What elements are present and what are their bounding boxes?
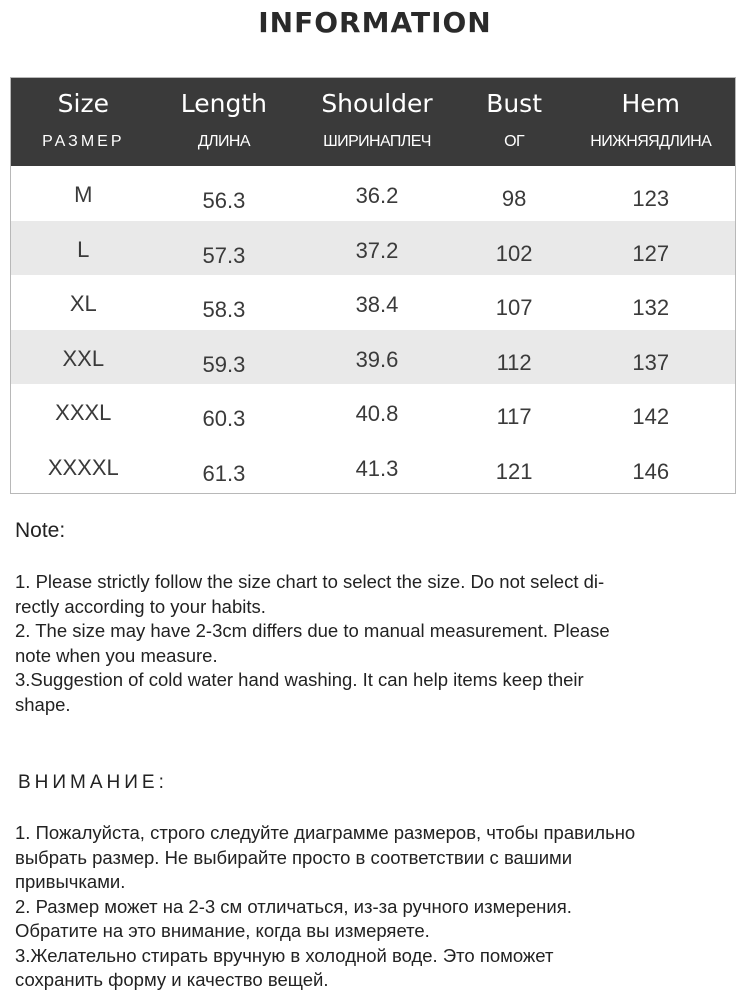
note-ru-line: привычками. bbox=[15, 871, 126, 892]
note-ru-line: сохранить форму и качество вещей. bbox=[15, 969, 329, 990]
header-length bbox=[156, 78, 293, 166]
header-bust bbox=[462, 78, 567, 166]
cell-text: 121 bbox=[495, 458, 533, 484]
note-heading: Note: bbox=[15, 519, 66, 542]
cell-text: 107 bbox=[495, 295, 533, 320]
cell-text: 123 bbox=[632, 186, 670, 211]
note-ru-line: выбрать размер. Не выбирайте просто в соответствии с вашими bbox=[15, 846, 573, 868]
cell-text: 137 bbox=[632, 349, 670, 375]
note-ru-body bbox=[15, 821, 735, 993]
cell-length bbox=[156, 439, 293, 494]
header-label-en: Size bbox=[57, 89, 109, 118]
cell-text: 132 bbox=[632, 295, 670, 320]
note-ru-line: 2. Размер может на 2-3 см отличаться, из-за ручного измерения. bbox=[15, 895, 572, 917]
table-row bbox=[11, 384, 735, 439]
cell-text: M bbox=[74, 182, 93, 207]
cell-size bbox=[11, 439, 156, 494]
cell-size bbox=[11, 221, 156, 276]
cell-bust bbox=[462, 221, 567, 276]
cell-size bbox=[11, 166, 156, 221]
cell-text: 112 bbox=[496, 349, 532, 375]
cell-length bbox=[156, 275, 293, 330]
header-label-ru: РАЗМЕР bbox=[42, 133, 125, 150]
note-line: 2. The size may have 2-3cm differs due to manual measurement. Please bbox=[15, 620, 610, 641]
cell-size bbox=[11, 384, 156, 439]
cell-bust bbox=[462, 166, 567, 221]
note-body bbox=[15, 570, 735, 717]
cell-length bbox=[156, 221, 293, 276]
table-row bbox=[11, 221, 735, 276]
cell-hem bbox=[566, 275, 735, 330]
page-title: INFORMATION bbox=[258, 6, 492, 39]
note-ru-line: 1. Пожалуйста, строго следуйте диаграмме размеров, чтобы правильно bbox=[15, 822, 636, 843]
cell-text: 40.8 bbox=[355, 401, 399, 426]
header-label-en: Hem bbox=[621, 89, 680, 118]
header-label-en: Bust bbox=[486, 89, 543, 118]
table-row bbox=[11, 275, 735, 330]
cell-text: XXXXL bbox=[47, 454, 119, 480]
cell-text: 57.3 bbox=[202, 242, 246, 268]
header-shoulder bbox=[292, 78, 462, 166]
cell-text: 117 bbox=[496, 404, 532, 429]
cell-text: 146 bbox=[632, 458, 670, 484]
cell-text: 142 bbox=[632, 404, 670, 429]
cell-length bbox=[156, 166, 293, 221]
size-chart-table bbox=[10, 77, 736, 494]
cell-text: 61.3 bbox=[202, 460, 246, 486]
cell-size bbox=[11, 330, 156, 385]
cell-text: 98 bbox=[501, 186, 527, 211]
cell-shoulder bbox=[292, 384, 462, 439]
cell-text: 38.4 bbox=[355, 292, 399, 317]
note-line: 3.Suggestion of cold water hand washing. It can help items keep their bbox=[15, 669, 584, 690]
header-label-ru: ДЛИНА bbox=[197, 133, 250, 150]
note-ru-heading: ВНИМАНИЕ: bbox=[18, 772, 168, 793]
note-ru-line: Обратите на это внимание, когда вы измеряете. bbox=[15, 920, 430, 941]
cell-text: XL bbox=[69, 291, 97, 316]
cell-text: 58.3 bbox=[202, 297, 246, 322]
note-ru-line: 3.Желательно стирать вручную в холодной воде. Это поможет bbox=[15, 944, 554, 966]
cell-hem bbox=[566, 330, 735, 385]
cell-text: 36.2 bbox=[355, 183, 399, 208]
cell-text: 102 bbox=[495, 240, 533, 266]
cell-text: 59.3 bbox=[202, 351, 246, 377]
note-line: rectly according to your habits. bbox=[15, 595, 266, 617]
cell-text: XXXL bbox=[55, 400, 112, 425]
cell-text: 127 bbox=[632, 240, 670, 266]
header-hem bbox=[566, 78, 735, 166]
cell-text: L bbox=[77, 236, 90, 262]
cell-text: 39.6 bbox=[355, 346, 399, 372]
cell-shoulder bbox=[292, 330, 462, 385]
cell-shoulder bbox=[292, 439, 462, 494]
cell-text: 56.3 bbox=[202, 188, 246, 213]
header-label-ru: НИЖНЯЯДЛИНА bbox=[590, 133, 712, 150]
cell-bust bbox=[462, 275, 567, 330]
header-label-en: Shoulder bbox=[321, 89, 433, 118]
table-row bbox=[11, 166, 735, 221]
cell-shoulder bbox=[292, 275, 462, 330]
cell-bust bbox=[462, 330, 567, 385]
table-row bbox=[11, 330, 735, 385]
table-header bbox=[11, 78, 735, 166]
note-line: 1. Please strictly follow the size chart to select the size. Do not select di- bbox=[15, 571, 605, 592]
header-label-ru: ШИРИНАПЛЕЧ bbox=[323, 133, 431, 150]
header-label-en: Length bbox=[180, 89, 268, 118]
cell-hem bbox=[566, 221, 735, 276]
cell-hem bbox=[566, 439, 735, 494]
cell-hem bbox=[566, 166, 735, 221]
header-size bbox=[11, 78, 156, 166]
cell-shoulder bbox=[292, 221, 462, 276]
cell-bust bbox=[462, 384, 567, 439]
cell-shoulder bbox=[292, 166, 462, 221]
note-line: shape. bbox=[15, 693, 71, 715]
cell-text: 41.3 bbox=[355, 455, 399, 481]
note-line: note when you measure. bbox=[15, 644, 218, 666]
cell-hem bbox=[566, 384, 735, 439]
cell-bust bbox=[462, 439, 567, 494]
cell-length bbox=[156, 384, 293, 439]
cell-text: 37.2 bbox=[355, 237, 399, 263]
cell-size bbox=[11, 275, 156, 330]
cell-text: XXL bbox=[62, 345, 105, 371]
header-label-ru: ОГ bbox=[504, 133, 525, 150]
cell-length bbox=[156, 330, 293, 385]
table-row bbox=[11, 439, 735, 494]
cell-text: 60.3 bbox=[202, 406, 246, 431]
